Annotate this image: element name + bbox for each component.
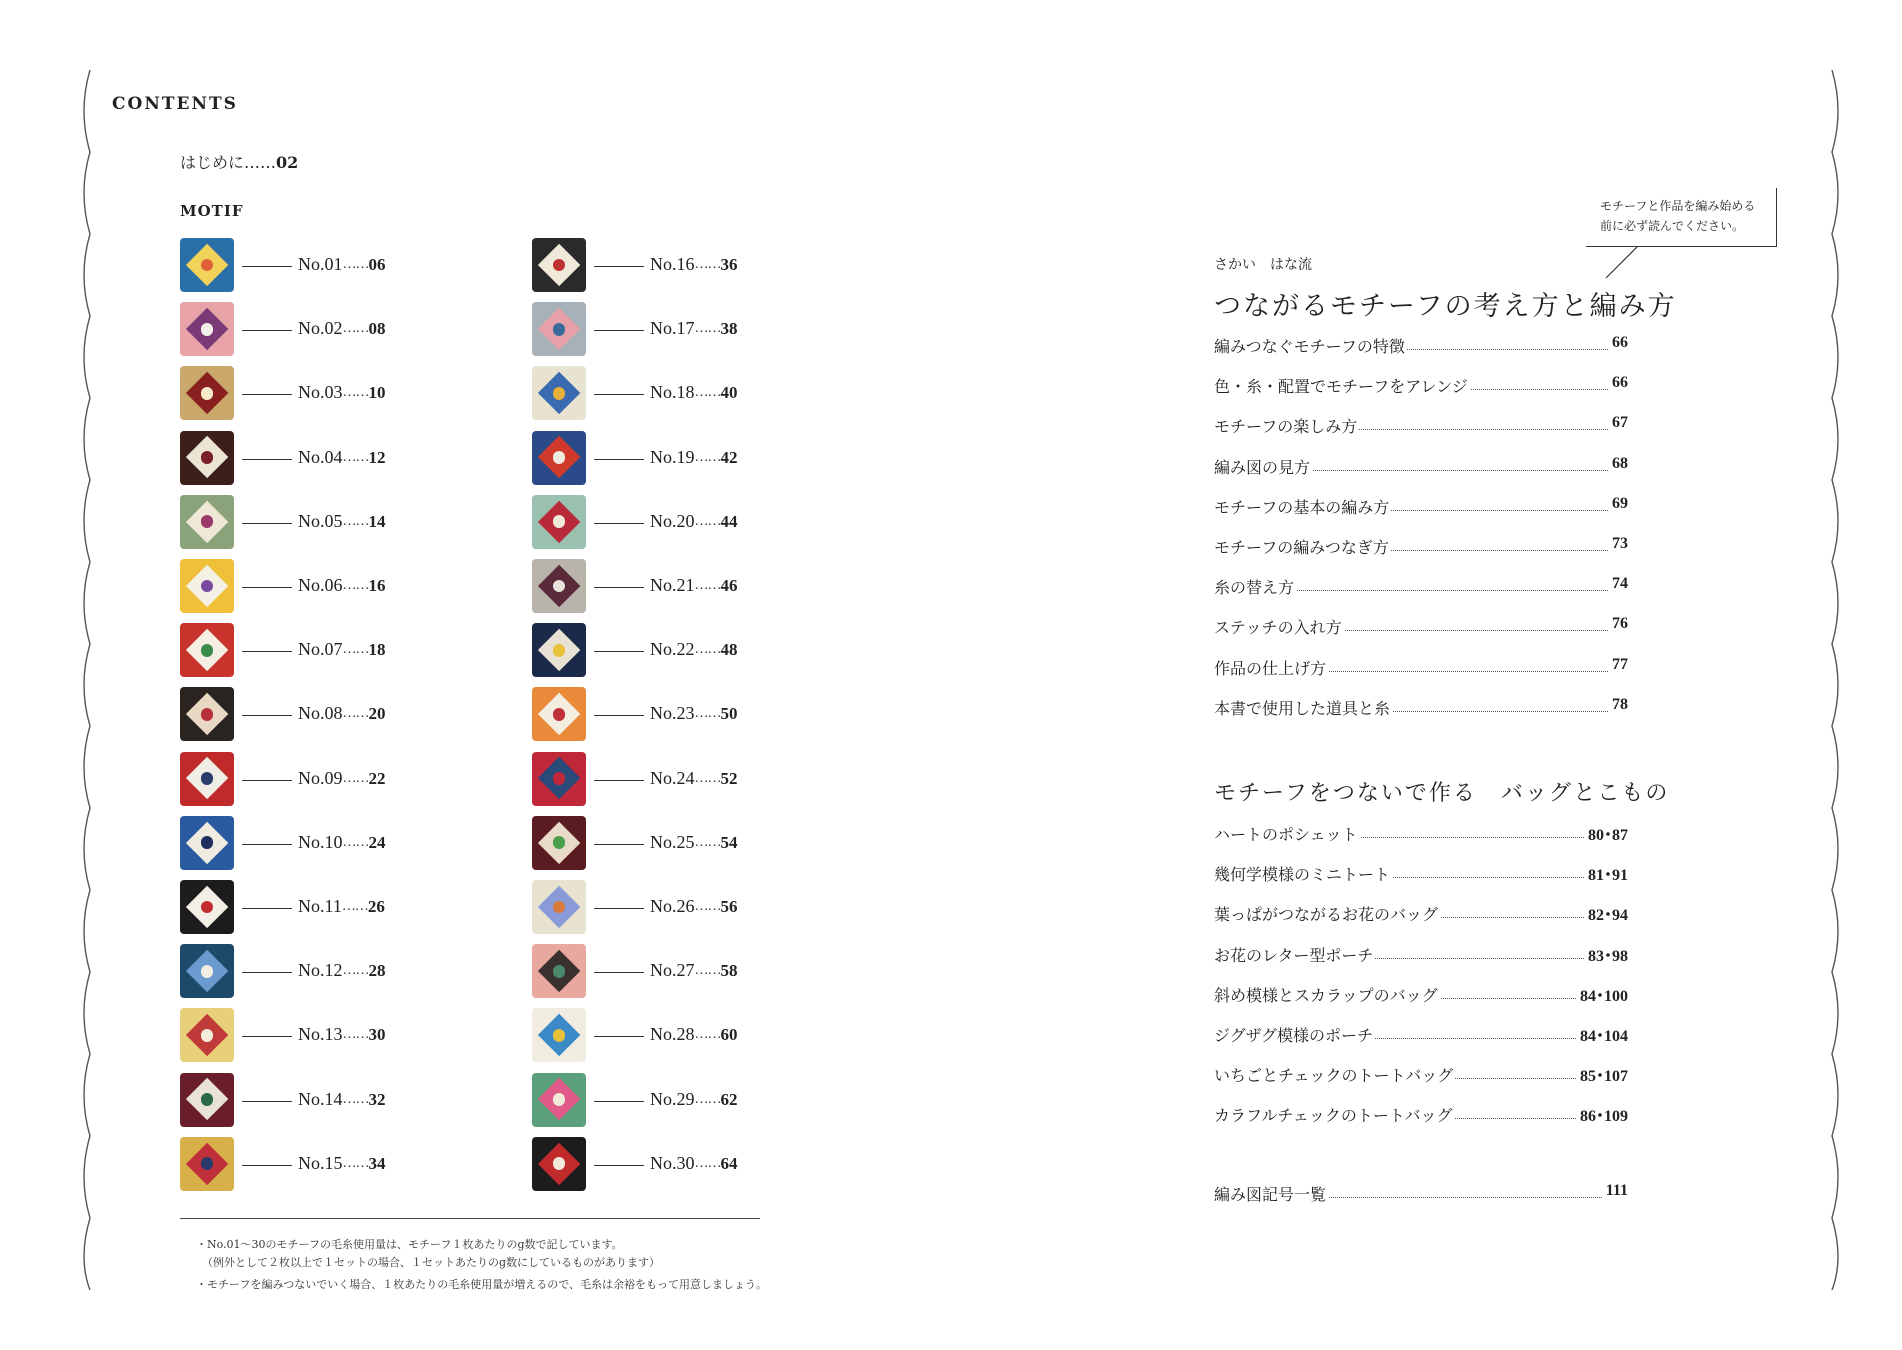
motif-page: 42 [720, 447, 738, 467]
toc-page: 77 [1608, 656, 1628, 674]
motif-number: No.10 [298, 831, 343, 852]
motif-page: 52 [720, 768, 738, 788]
motif-number: No.08 [298, 703, 343, 724]
motif-number: No.09 [298, 767, 343, 788]
motif-page: 12 [368, 447, 386, 467]
motif-entry[interactable] [532, 623, 832, 679]
motif-entry[interactable] [180, 238, 480, 294]
toc-page: 111 [1602, 1182, 1628, 1200]
toc-page: 66 [1608, 334, 1628, 352]
leader-line [242, 459, 292, 460]
toc-entry[interactable] [1214, 495, 1628, 519]
motif-number: No.25 [650, 831, 695, 852]
motif-entry[interactable] [180, 495, 480, 551]
motif-dots: …… [694, 963, 721, 979]
toc-label: お花のレター型ポーチ [1214, 943, 1375, 966]
motif-label [650, 318, 738, 339]
motif-dots: …… [342, 1091, 369, 1107]
motif-entry[interactable] [180, 559, 480, 615]
motif-dots: …… [694, 899, 721, 914]
toc-page: 86･109 [1576, 1103, 1628, 1126]
leader-line [242, 651, 292, 652]
toc-entry[interactable] [1214, 902, 1628, 926]
toc-entry[interactable] [1214, 334, 1628, 358]
toc-label: モチーフの編みつなぎ方 [1214, 535, 1391, 558]
motif-dots: …… [342, 963, 369, 979]
motif-number: No.05 [298, 510, 343, 531]
leader-line [594, 715, 644, 716]
motif-label [650, 511, 738, 532]
toc-label: ステッチの入れ方 [1214, 615, 1344, 638]
motif-label [298, 1024, 386, 1045]
motif-swatch [532, 302, 586, 356]
motif-number: No.24 [650, 767, 695, 788]
motif-number: No.11 [298, 896, 342, 916]
motif-number: No.17 [650, 318, 695, 339]
leader-line [242, 844, 292, 845]
leader-line [242, 780, 292, 781]
toc-page: 83･98 [1584, 943, 1628, 966]
motif-dots: …… [694, 1027, 721, 1043]
motif-page: 18 [368, 640, 386, 660]
leader-line [242, 1101, 292, 1102]
toc-entry[interactable] [1214, 1023, 1628, 1047]
motif-number: No.06 [298, 575, 343, 595]
motif-entry[interactable] [180, 431, 480, 487]
swatch-center [553, 1029, 566, 1042]
motif-page: 58 [720, 961, 738, 981]
toc-label: モチーフの基本の編み方 [1214, 495, 1391, 518]
motif-label [650, 768, 738, 789]
motif-label [650, 1024, 738, 1045]
motif-label [650, 703, 738, 724]
toc-entry[interactable] [1214, 1103, 1628, 1127]
motif-entry[interactable] [180, 880, 480, 936]
motif-swatch [532, 495, 586, 549]
intro-dots: …… [244, 153, 277, 172]
motif-page: 60 [720, 1025, 738, 1045]
motif-dots: …… [342, 642, 369, 658]
leader-line [594, 523, 644, 524]
motif-dots: …… [694, 1091, 721, 1107]
motif-number: No.13 [298, 1024, 343, 1045]
motif-page: 48 [720, 640, 738, 660]
motif-entry[interactable] [532, 238, 832, 294]
motif-title: MOTIF [180, 202, 244, 220]
motif-entry[interactable] [180, 687, 480, 743]
motif-number: No.14 [298, 1088, 343, 1109]
motif-dots: …… [342, 257, 369, 272]
motif-swatch [532, 1073, 586, 1127]
motif-dots: …… [342, 385, 369, 401]
toc-page: 82･94 [1584, 902, 1628, 925]
section1-heading: つながるモチーフの考え方と編み方 [1214, 291, 1677, 322]
motif-page: 64 [720, 1153, 738, 1173]
motif-number: No.26 [650, 896, 695, 916]
motif-entry[interactable] [180, 366, 480, 422]
motif-swatch [180, 1137, 234, 1191]
motif-page: 56 [720, 897, 738, 916]
leader-line [242, 908, 292, 909]
motif-dots: …… [694, 706, 721, 722]
motif-label [298, 768, 386, 789]
contents-title: CONTENTS [112, 94, 238, 114]
motif-label [298, 960, 386, 981]
motif-dots: …… [694, 257, 721, 272]
motif-entry[interactable] [532, 880, 832, 936]
motif-dots: …… [342, 706, 369, 722]
motif-entry[interactable] [532, 816, 832, 872]
author-label: さかい はな流 [1214, 257, 1312, 273]
motif-swatch [532, 1137, 586, 1191]
motif-dots: …… [342, 1027, 369, 1043]
toc-entry[interactable] [1214, 862, 1628, 886]
motif-swatch [180, 816, 234, 870]
motif-page: 08 [368, 319, 386, 339]
motif-page: 34 [368, 1153, 386, 1173]
toc-label: 糸の替え方 [1214, 575, 1296, 598]
toc-entry[interactable] [1214, 615, 1628, 639]
motif-swatch [532, 687, 586, 741]
leader-line [242, 715, 292, 716]
toc-entry-symbols[interactable] [1214, 1182, 1628, 1206]
motif-swatch [532, 431, 586, 485]
motif-entry[interactable] [532, 495, 832, 551]
toc-entry[interactable] [1214, 656, 1628, 680]
motif-entry[interactable] [180, 302, 480, 358]
motif-swatch [532, 816, 586, 870]
leader-line [594, 330, 644, 331]
motif-label [650, 254, 738, 275]
motif-swatch [180, 623, 234, 677]
motif-number: No.20 [650, 510, 695, 531]
motif-label [298, 382, 386, 403]
motif-page: 30 [368, 1025, 386, 1045]
motif-page: 40 [720, 383, 738, 403]
motif-dots: …… [342, 321, 369, 337]
toc-page: 85･107 [1576, 1063, 1628, 1086]
swatch-center [201, 644, 214, 657]
toc-page: 84･104 [1576, 1023, 1628, 1046]
motif-entry[interactable] [532, 1008, 832, 1064]
toc-page: 67 [1608, 414, 1628, 432]
motif-page: 10 [368, 383, 386, 403]
motif-page: 14 [368, 511, 386, 531]
motif-entry[interactable] [532, 366, 832, 422]
motif-page: 16 [368, 576, 386, 595]
leader-line [594, 651, 644, 652]
motif-label [298, 703, 386, 724]
motif-swatch [180, 880, 234, 934]
motif-page: 44 [720, 511, 738, 531]
motif-swatch [532, 752, 586, 806]
toc-label: 色・糸・配置でモチーフをアレンジ [1214, 374, 1470, 397]
intro-page: 02 [276, 153, 299, 172]
motif-number: No.04 [298, 446, 343, 467]
swatch-center [201, 965, 214, 978]
motif-entry[interactable] [180, 752, 480, 808]
toc-page: 74 [1608, 575, 1628, 593]
motif-number: No.07 [298, 639, 343, 660]
motif-label [298, 1089, 386, 1110]
motif-swatch [532, 238, 586, 292]
callout-text [1600, 196, 1755, 236]
motif-number: No.03 [298, 382, 343, 403]
callout-line-2: 前に必ず読んでください。 [1600, 219, 1745, 233]
motif-page: 06 [368, 255, 386, 274]
motif-page: 46 [720, 576, 738, 595]
motif-label [298, 1153, 386, 1174]
toc-label: モチーフの楽しみ方 [1214, 414, 1359, 437]
motif-swatch [532, 623, 586, 677]
motif-page: 28 [368, 961, 386, 981]
leader-line [242, 1165, 292, 1166]
motif-swatch [532, 944, 586, 998]
notes-divider [180, 1218, 760, 1219]
toc-entry[interactable] [1214, 696, 1628, 720]
motif-dots: …… [342, 449, 369, 465]
motif-entry[interactable] [532, 1137, 832, 1193]
motif-page: 62 [720, 1089, 738, 1109]
motif-number: No.18 [650, 382, 695, 403]
motif-dots: …… [694, 578, 721, 593]
motif-number: No.22 [650, 639, 695, 660]
motif-page: 36 [720, 255, 738, 274]
toc-label: 幾何学模様のミニトート [1214, 862, 1392, 885]
toc-label: 斜め模様とスカラップのバッグ [1214, 983, 1440, 1006]
leader-line [594, 1165, 644, 1166]
motif-swatch [532, 880, 586, 934]
leader-line [594, 587, 644, 588]
motif-swatch [180, 366, 234, 420]
motif-page: 38 [720, 319, 738, 339]
motif-swatch [180, 238, 234, 292]
motif-swatch [532, 559, 586, 613]
leader-line [242, 587, 292, 588]
motif-entry[interactable] [180, 1137, 480, 1193]
intro-entry[interactable] [180, 150, 298, 173]
toc-page: 81･91 [1584, 862, 1628, 885]
leader-line [242, 972, 292, 973]
toc-entry[interactable] [1214, 943, 1628, 967]
motif-label [650, 1089, 738, 1110]
leader-line [242, 266, 292, 267]
motif-label [650, 832, 738, 853]
toc-page: 69 [1608, 495, 1628, 513]
leader-line [242, 523, 292, 524]
swatch-center [553, 387, 566, 400]
motif-swatch [180, 431, 234, 485]
toc-entry[interactable] [1214, 1063, 1628, 1087]
motif-dots: …… [694, 642, 721, 658]
callout-pointer [1604, 246, 1644, 280]
motif-number: No.02 [298, 318, 343, 339]
motif-number: No.01 [298, 254, 343, 274]
motif-dots: …… [342, 513, 369, 529]
motif-label [650, 1153, 738, 1174]
swatch-center [201, 708, 214, 721]
motif-entry[interactable] [532, 752, 832, 808]
motif-dots: …… [342, 770, 369, 786]
swatch-center [553, 965, 566, 978]
leader-line [594, 1036, 644, 1037]
motif-page: 26 [367, 897, 385, 916]
left-wavy-border [76, 70, 96, 1290]
motif-number: No.27 [650, 960, 695, 981]
leader-line [594, 908, 644, 909]
motif-swatch [180, 302, 234, 356]
toc-page: 66 [1608, 374, 1628, 392]
motif-label [298, 639, 386, 660]
leader-line [594, 844, 644, 845]
leader-line [594, 459, 644, 460]
motif-page: 32 [368, 1089, 386, 1109]
toc-label: 編み図記号一覧 [1214, 1182, 1328, 1205]
motif-label [298, 254, 386, 275]
leader-line [594, 1101, 644, 1102]
motif-number: No.21 [650, 575, 695, 595]
note-1: ・No.01〜30のモチーフの毛糸使用量は、モチーフ１枚あたりのg数で記しています。 [196, 1238, 623, 1251]
note-2: （例外として２枚以上で１セットの場合、１セットあたりのg数にしているものがあります） [202, 1256, 661, 1269]
toc-label: カラフルチェックのトートバッグ [1214, 1103, 1455, 1126]
motif-number: No.15 [298, 1152, 343, 1173]
motif-swatch [180, 495, 234, 549]
motif-label [650, 896, 738, 917]
motif-dots: …… [694, 834, 721, 850]
motif-label [298, 832, 386, 853]
callout-line-1: モチーフと作品を編み始める [1600, 199, 1756, 213]
motif-page: 22 [368, 768, 386, 788]
motif-dots: …… [694, 1155, 721, 1171]
motif-label [298, 318, 386, 339]
swatch-center [201, 1029, 214, 1042]
toc-page: 84･100 [1576, 983, 1628, 1006]
toc-label: 編み図の見方 [1214, 455, 1312, 478]
motif-entry[interactable] [532, 559, 832, 615]
toc-page: 80･87 [1584, 822, 1628, 845]
motif-entry[interactable] [532, 1073, 832, 1129]
leader-line [594, 972, 644, 973]
motif-swatch [180, 944, 234, 998]
motif-swatch [180, 1008, 234, 1062]
motif-number: No.19 [650, 446, 695, 467]
motif-entry[interactable] [532, 302, 832, 358]
motif-label [650, 447, 738, 468]
motif-number: No.28 [650, 1024, 695, 1045]
leader-line [242, 330, 292, 331]
leader-line [594, 266, 644, 267]
motif-swatch [180, 687, 234, 741]
motif-dots: …… [341, 899, 368, 914]
motif-swatch [180, 1073, 234, 1127]
section2-heading: モチーフをつないで作る バッグとこもの [1214, 781, 1670, 806]
toc-page: 78 [1608, 696, 1628, 714]
toc-entry[interactable] [1214, 822, 1628, 846]
toc-entry[interactable] [1214, 374, 1628, 398]
toc-page: 76 [1608, 615, 1628, 633]
motif-dots: …… [694, 513, 721, 529]
intro-label: はじめに [180, 153, 245, 172]
toc-label: ハートのポシェット [1214, 822, 1360, 845]
motif-label [650, 575, 738, 596]
motif-swatch [532, 366, 586, 420]
swatch-center [201, 323, 214, 336]
motif-entry[interactable] [180, 816, 480, 872]
motif-swatch [532, 1008, 586, 1062]
motif-label [298, 575, 386, 596]
toc-page: 68 [1608, 455, 1628, 473]
motif-dots: …… [694, 321, 721, 337]
toc-label: いちごとチェックのトートバッグ [1214, 1063, 1455, 1086]
swatch-center [553, 644, 566, 657]
motif-number: No.16 [650, 254, 695, 274]
toc-entry[interactable] [1214, 414, 1628, 438]
motif-entry[interactable] [532, 431, 832, 487]
motif-number: No.29 [650, 1088, 695, 1109]
toc-label: 作品の仕上げ方 [1214, 656, 1328, 679]
swatch-center [553, 323, 566, 336]
motif-label [298, 447, 386, 468]
motif-entry[interactable] [180, 1073, 480, 1129]
swatch-center [201, 387, 214, 400]
motif-entry[interactable] [180, 1008, 480, 1064]
motif-dots: …… [694, 770, 721, 786]
toc-label: ジグザグ模様のポーチ [1214, 1023, 1375, 1046]
motif-dots: …… [342, 834, 369, 850]
motif-entry[interactable] [180, 944, 480, 1000]
motif-dots: …… [342, 578, 369, 593]
leader-line [594, 394, 644, 395]
motif-page: 20 [368, 704, 386, 724]
motif-label [650, 382, 738, 403]
toc-entry[interactable] [1214, 535, 1628, 559]
leader-line [242, 1036, 292, 1037]
motif-dots: …… [694, 385, 721, 401]
toc-label: 編みつなぐモチーフの特徴 [1214, 334, 1407, 357]
motif-swatch [180, 559, 234, 613]
motif-swatch [180, 752, 234, 806]
motif-page: 24 [368, 832, 386, 852]
motif-number: No.12 [298, 960, 343, 981]
motif-label [298, 896, 385, 917]
motif-dots: …… [342, 1155, 369, 1171]
motif-number: No.23 [650, 703, 695, 724]
leader-line [242, 394, 292, 395]
toc-label: 本書で使用した道具と糸 [1214, 696, 1392, 719]
motif-page: 54 [720, 832, 738, 852]
toc-label: 葉っぱがつながるお花のバッグ [1214, 902, 1440, 925]
motif-number: No.30 [650, 1152, 695, 1173]
right-wavy-border [1826, 70, 1846, 1290]
motif-page: 50 [720, 704, 738, 724]
motif-entry[interactable] [532, 687, 832, 743]
motif-label [650, 639, 738, 660]
motif-dots: …… [694, 449, 721, 465]
motif-label [650, 960, 738, 981]
motif-entry[interactable] [180, 623, 480, 679]
toc-entry[interactable] [1214, 575, 1628, 599]
leader-line [594, 780, 644, 781]
motif-label [298, 511, 386, 532]
toc-entry[interactable] [1214, 455, 1628, 479]
swatch-center [553, 708, 566, 721]
note-3: ・モチーフを編みつないでいく場合、１枚あたりの毛糸使用量が増えるので、毛糸は余裕をもって用意しましょう。 [196, 1278, 768, 1291]
toc-page: 73 [1608, 535, 1628, 553]
motif-entry[interactable] [532, 944, 832, 1000]
toc-entry[interactable] [1214, 983, 1628, 1007]
